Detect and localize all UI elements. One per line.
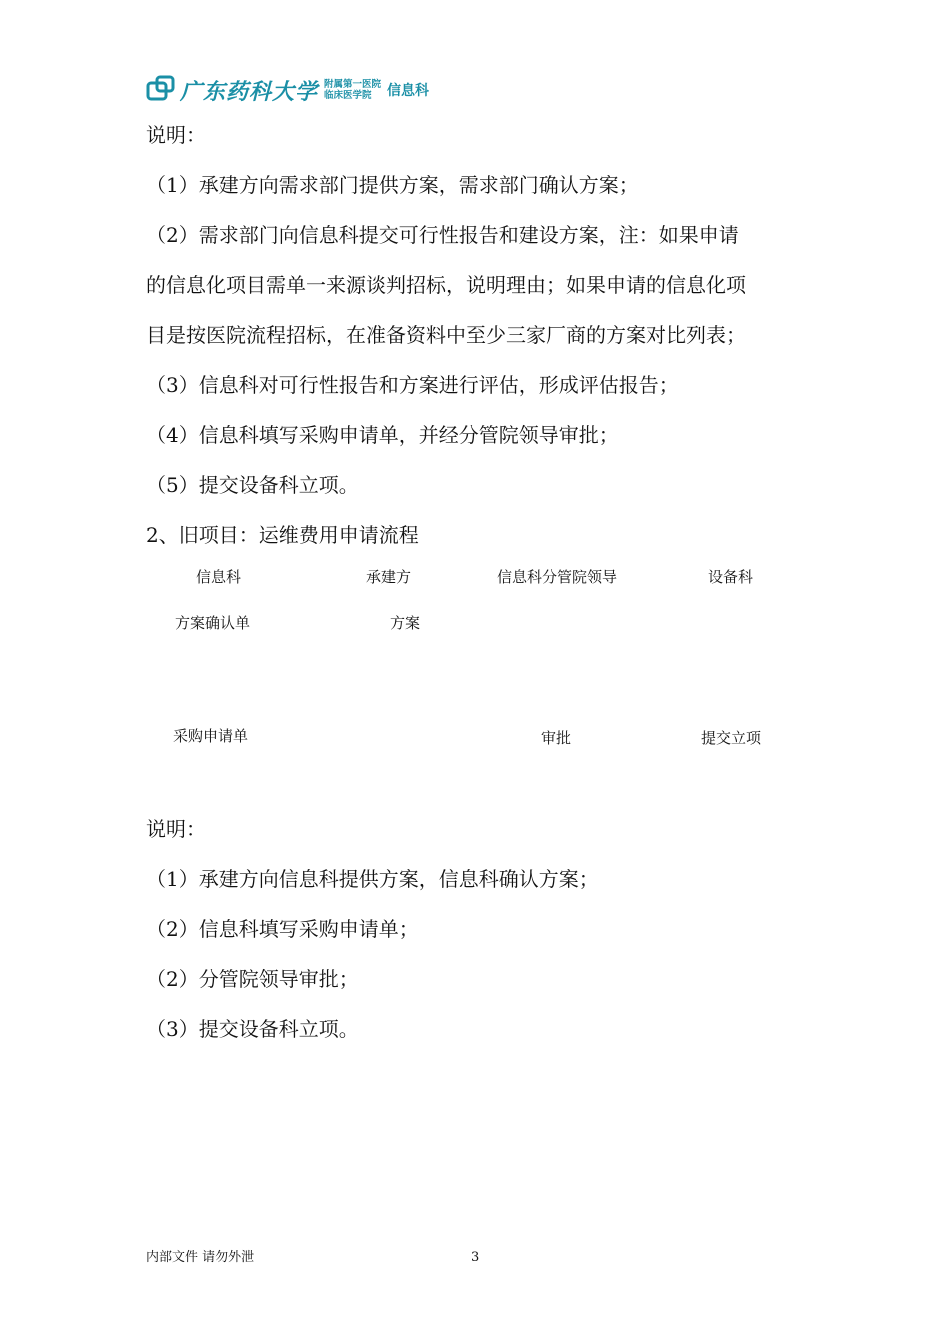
flow-lane-label: 设备科: [708, 568, 754, 586]
flow-step-label: 采购申请单: [173, 727, 249, 745]
flow-lane-label: 承建方: [366, 568, 412, 586]
note-item: （5）提交设备科立项。: [146, 473, 359, 497]
flow-step-label: 审批: [541, 729, 572, 747]
section-heading: 2、旧项目：运维费用申请流程: [146, 523, 419, 547]
notes-title: 说明：: [146, 817, 206, 841]
flow-step-label: 方案确认单: [175, 614, 251, 632]
note-item: 的信息化项目需单一来源谈判招标，说明理由；如果申请的信息化项: [146, 273, 746, 297]
logo-department: 信息科: [387, 83, 430, 99]
page-number: 3: [471, 1250, 480, 1265]
flow-lane-label: 信息科分管院领导: [497, 568, 618, 586]
note-item: （4）信息科填写采购申请单，并经分管院领导审批；: [146, 423, 619, 447]
flow-step-label: 方案: [390, 614, 421, 632]
logo-cross-icon: [146, 75, 176, 105]
logo-affiliation: [324, 79, 381, 101]
flow-step-label: 提交立项: [701, 729, 762, 747]
note-item: （2）需求部门向信息科提交可行性报告和建设方案，注：如果申请: [146, 223, 739, 247]
notes-title: 说明：: [146, 123, 206, 147]
header-logo: [146, 74, 429, 106]
logo-affiliation-line2: 临床医学院: [324, 90, 372, 101]
note-item: （1）承建方向信息科提供方案，信息科确认方案；: [146, 867, 599, 891]
footer-confidential: 内部文件 请勿外泄: [146, 1250, 255, 1265]
note-item: （1）承建方向需求部门提供方案，需求部门确认方案；: [146, 173, 639, 197]
note-item: 目是按医院流程招标，在准备资料中至少三家厂商的方案对比列表；: [146, 323, 746, 347]
logo-affiliation-line1: 附属第一医院: [324, 79, 382, 90]
note-item: （3）提交设备科立项。: [146, 1017, 359, 1041]
note-item: （2）分管院领导审批；: [146, 967, 359, 991]
note-item: （3）信息科对可行性报告和方案进行评估，形成评估报告；: [146, 373, 679, 397]
note-item: （2）信息科填写采购申请单；: [146, 917, 419, 941]
logo-university-name: 广东药科大学: [180, 78, 319, 105]
flow-lane-label: 信息科: [196, 568, 242, 586]
